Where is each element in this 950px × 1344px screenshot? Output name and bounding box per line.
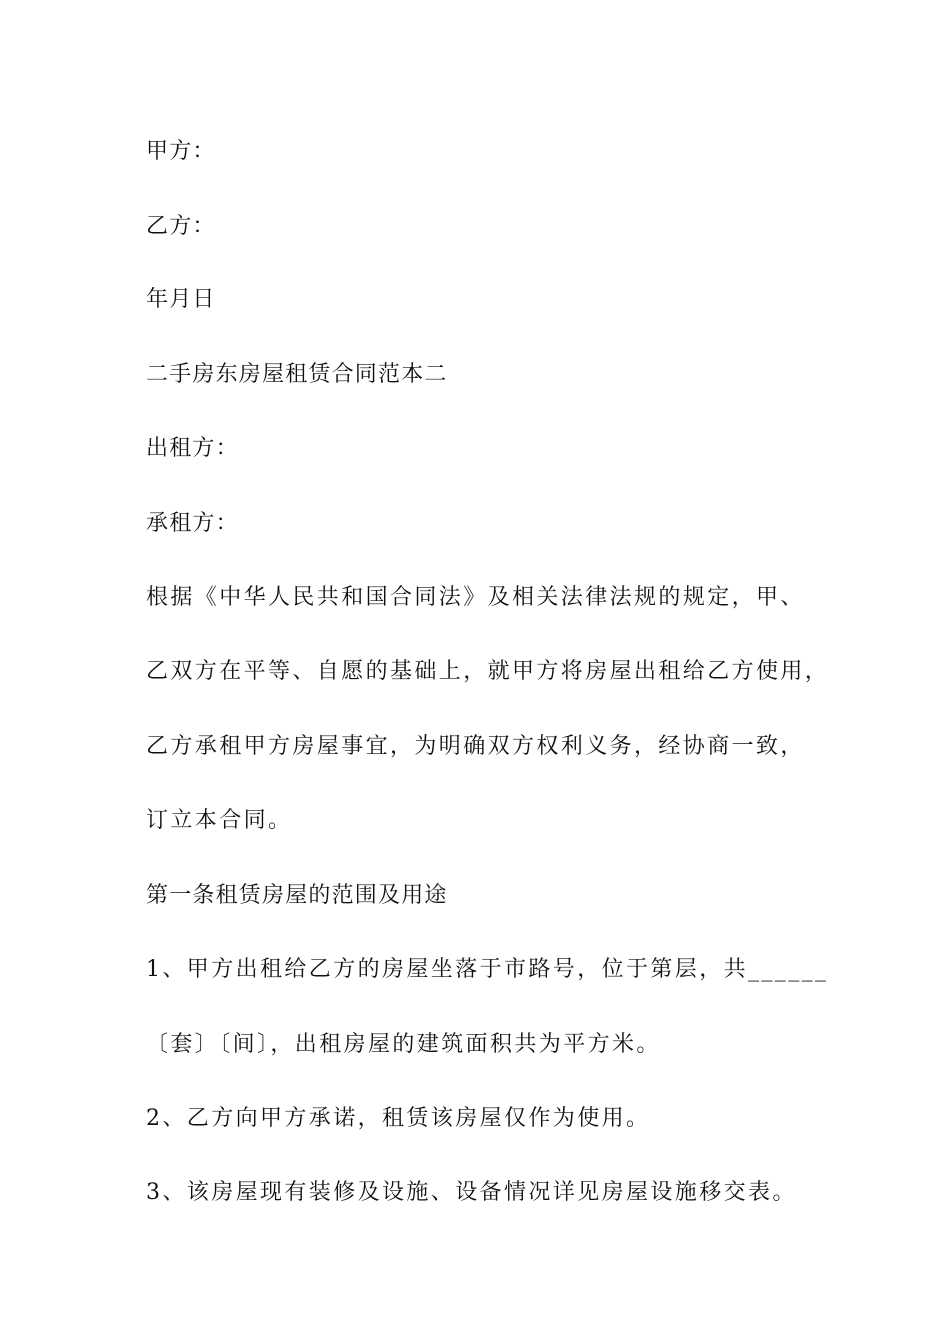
party-a-label: 甲方：	[146, 139, 216, 164]
paragraph-line: 乙双方在平等、自愿的基础上，就甲方将房屋出租给乙方使用，	[146, 659, 830, 684]
article-heading: 第一条租赁房屋的范围及用途	[146, 883, 448, 908]
clause-line: 〔套〕〔间〕，出租房屋的建筑面积共为平方米。	[146, 1032, 661, 1057]
paragraph-line: 乙方承租甲方房屋事宜，为明确双方权利义务，经协商一致，	[146, 734, 805, 759]
date-line: 年月日	[146, 287, 216, 312]
paragraph-line: 订立本合同。	[146, 808, 293, 833]
party-b-label: 乙方：	[146, 214, 216, 239]
clause-line: 3、该房屋现有装修及设施、设备情况详见房屋设施移交表。	[146, 1180, 797, 1205]
paragraph-line: 根据《中华人民共和国合同法》及相关法律法规的规定，甲、	[146, 585, 805, 610]
lessor-label: 出租方：	[146, 436, 239, 461]
lessee-label: 承租方：	[146, 511, 239, 536]
clause-line: 1、甲方出租给乙方的房屋坐落于市路号，位于第层，共______	[146, 957, 829, 982]
clause-line: 2、乙方向甲方承诺，租赁该房屋仅作为使用。	[146, 1106, 651, 1131]
section-title: 二手房东房屋租赁合同范本二	[146, 362, 448, 387]
